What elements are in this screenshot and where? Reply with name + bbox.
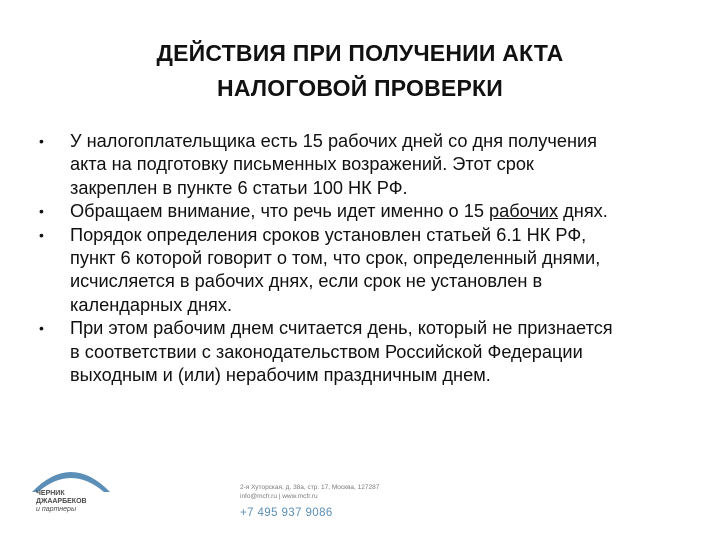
bullet-list — [36, 130, 696, 387]
logo-line-2: ДЖААРБЕКОВ — [36, 498, 87, 505]
bullet-4-line-2: в соответствии с законодательством Российской Федерации — [70, 341, 583, 362]
bullet-3-line-1: Порядок определения сроков установлен статьей 6.1 НК РФ, — [70, 224, 587, 245]
bullet-2-text-after: днях. — [558, 201, 608, 222]
bullet-3-line-3: исчисляется в рабочих днях, если срок не установлен в — [70, 271, 543, 292]
bullet-2-text-before: Обращаем внимание, что речь идет именно о 15 — [70, 201, 490, 222]
bullet-marker: • — [39, 133, 44, 149]
bullet-3-line-4: календарных днях. — [70, 294, 233, 315]
logo-wordmark — [36, 490, 106, 514]
bullet-item-4 — [36, 317, 696, 387]
bullet-4-line-1: При этом рабочим днем считается день, который не признается — [70, 318, 613, 339]
bullet-marker: • — [39, 203, 44, 220]
bullet-marker: • — [39, 226, 44, 243]
bullet-1-line-2: акта на подготовку письменных возражений. Этот срок — [70, 154, 534, 175]
contact-phone: +7 495 937 9086 — [240, 507, 333, 519]
title-line-2: НАЛОГОВОЙ ПРОВЕРКИ — [217, 75, 503, 101]
bullet-4-line-3: выходным и (или) нерабочим праздничным днем. — [70, 365, 491, 386]
bullet-item-1 — [36, 130, 696, 200]
contact-web: info@mcfr.ru | www.mcfr.ru — [240, 493, 318, 500]
bullet-item-2 — [36, 200, 696, 223]
title-line-1: ДЕЙСТВИЯ ПРИ ПОЛУЧЕНИИ АКТА — [156, 40, 564, 66]
bullet-1-line-3: закреплен в пункте 6 статьи 100 НК РФ. — [70, 177, 408, 198]
contact-info — [240, 483, 379, 521]
bullet-marker: • — [39, 320, 44, 337]
bullet-item-3 — [36, 224, 696, 318]
logo-line-1: ЧЕРНИК — [36, 490, 65, 497]
bullet-2-line-1 — [70, 200, 696, 223]
bullet-2-underlined-word: рабочих — [489, 201, 559, 222]
logo-line-3: и партнеры — [36, 506, 77, 513]
bullet-3-line-2: пункт 6 которой говорит о том, что срок, определенный днями, — [70, 248, 601, 269]
company-logo — [26, 458, 126, 533]
slide-title — [0, 36, 720, 106]
contact-address: 2-я Хуторская, д. 38а, стр. 17, Москва, 127287 — [240, 484, 380, 491]
bullet-1-line-1: У налогоплательщика есть 15 рабочих дней со дня получения — [70, 131, 598, 151]
